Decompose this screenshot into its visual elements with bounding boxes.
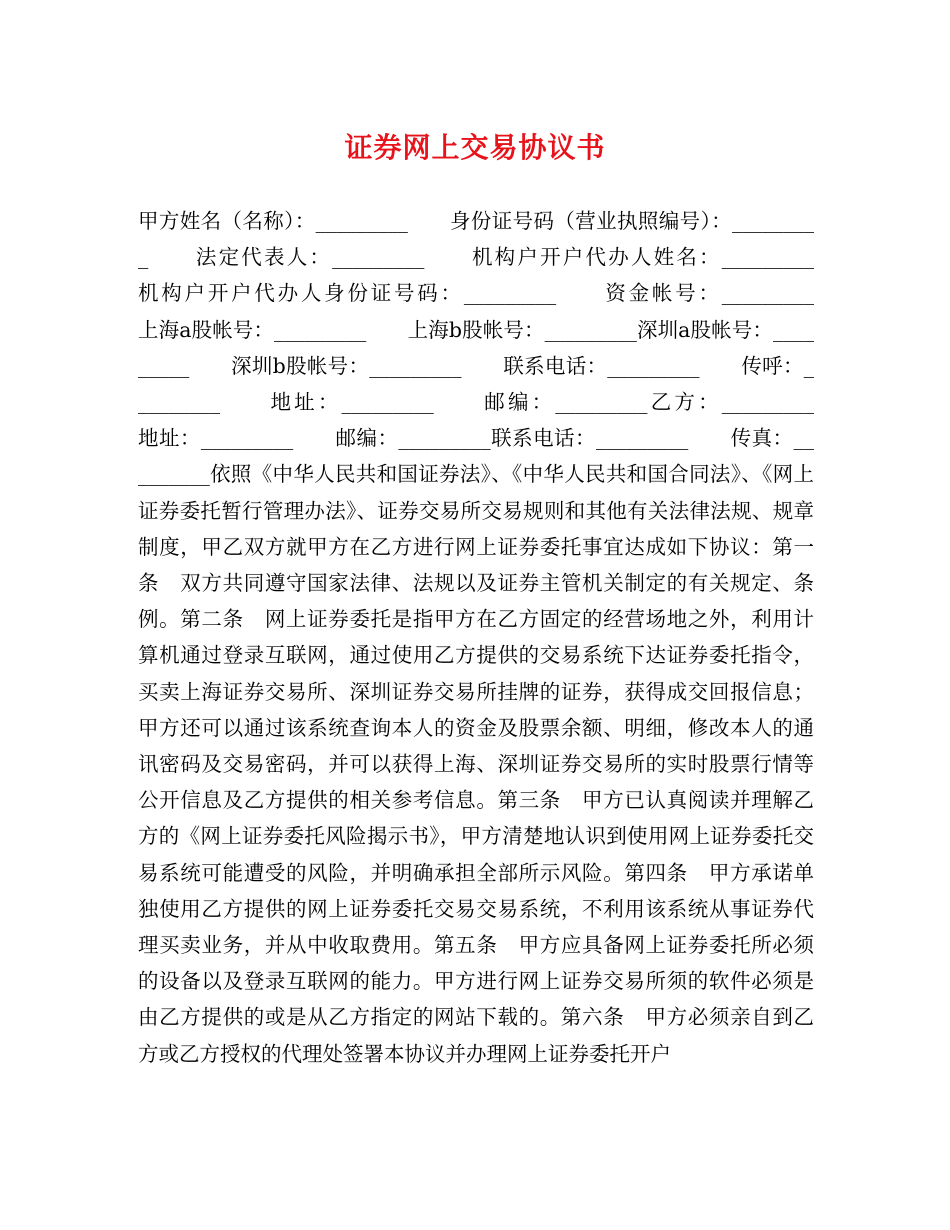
document-title: 证券网上交易协议书 — [344, 131, 606, 164]
agreement-body-text: 甲方姓名（名称）：_________ 身份证号码（营业执照编号）：_________ 法定代表人：_________ 机构户开户代办人姓名：_________ 机构户开户代办人身份证号码：_________ 资金帐号：_________ 上海a股帐号：_________ 上海b股帐号：_________深圳a股帐号：_________ 深圳b股帐号：_________ 联系电话：_________ 传呼：_________ 地址：_________ 邮编：_________乙方：_________ 地址：_________ 邮编：_________联系电话：_________ 传真：_________依照《中华人民共和国证券法》、《中华人民共和国合同法》、《网上证券委托暂行管理办法》、证券交易所交易规则和其他有关法律法规、规章制度，甲乙双方就甲方在乙方进行网上证券委托事宜达成如下协议：第一条 双方共同遵守国家法律、法规以及证券主管机关制定的有关规定、条例。第二条 网上证券委托是指甲方在乙方固定的经营场地之外，利用计算机通过登录互联网，通过使用乙方提供的交易系统下达证券委托指令，买卖上海证券交易所、深圳证券交易所挂牌的证券，获得成交回报信息；甲方还可以通过该系统查询本人的资金及股票余额、明细，修改本人的通讯密码及交易密码，并可以获得上海、深圳证券交易所的实时股票行情等公开信息及乙方提供的相关参考信息。第三条 甲方已认真阅读并理解乙方的《网上证券委托风险揭示书》，甲方清楚地认识到使用网上证券委托交易系统可能遭受的风险，并明确承担全部所示风险。第四条 甲方承诺单独使用乙方提供的网上证券委托交易交易系统，不利用该系统从事证券代理买卖业务，并从中收取费用。第五条 甲方应具备网上证券委托所必须的设备以及登录互联网的能力。甲方进行网上证券交易所须的软件必须是由乙方提供的或是从乙方指定的网站下载的。第六条 甲方必须亲自到乙方或乙方授权的代理处签署本协议并办理网上证券委托开户 — [138, 209, 855, 1066]
